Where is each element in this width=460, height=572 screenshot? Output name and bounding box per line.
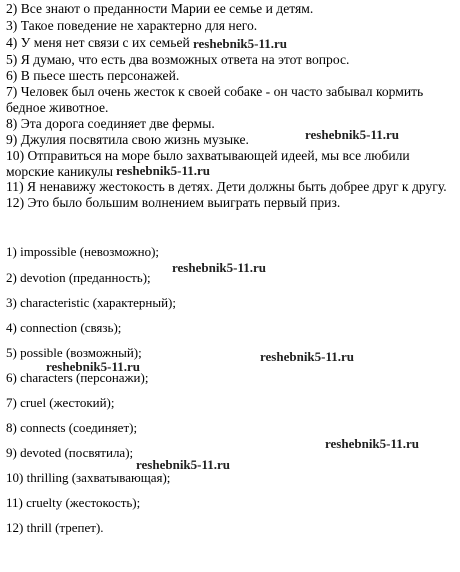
sentence-5: 5) Я думаю, что есть два возможных ответа на этот вопрос. [6, 52, 350, 67]
answer-5: 5) possible (возможный); [6, 345, 142, 360]
answer-6: 6) characters (персонажи); [6, 370, 149, 385]
watermark: reshebnik5-11.ru [193, 36, 288, 51]
watermark: reshebnik5-11.ru [305, 127, 400, 142]
answer-12: 12) thrill (трепет). [6, 520, 104, 535]
answer-7: 7) cruel (жестокий); [6, 395, 115, 410]
watermark: reshebnik5-11.ru [172, 260, 267, 275]
sentence-9: 9) Джулия посвятила свою жизнь музыке. [6, 132, 249, 147]
watermark: reshebnik5-11.ru [46, 359, 141, 374]
answer-2: 2) devotion (преданность); [6, 270, 151, 285]
answer-10: 10) thrilling (захватывающая); [6, 470, 171, 485]
answer-4: 4) connection (связь); [6, 320, 122, 335]
sentence-10-cont: морские каникулы [6, 164, 114, 179]
watermark: reshebnik5-11.ru [325, 436, 420, 451]
watermark: reshebnik5-11.ru [116, 163, 211, 178]
sentence-12: 12) Это было большим волнением выиграть первый приз. [6, 195, 341, 210]
sentence-7-cont: бедное животное. [6, 100, 109, 115]
sentence-8: 8) Эта дорога соединяет две фермы. [6, 116, 215, 131]
answer-9: 9) devoted (посвятила); [6, 445, 134, 460]
answer-1: 1) impossible (невозможно); [6, 244, 160, 259]
sentence-10: 10) Отправиться на море было захватывающей идеей, мы все любили [6, 148, 410, 163]
watermark: reshebnik5-11.ru [136, 457, 231, 472]
sentence-7: 7) Человек был очень жесток к своей собаке - он часто забывал кормить [6, 84, 424, 99]
sentence-4: 4) У меня нет связи с их семьей [6, 35, 190, 50]
answer-8: 8) connects (соединяет); [6, 420, 138, 435]
watermark: reshebnik5-11.ru [260, 349, 355, 364]
sentence-6: 6) В пьесе шесть персонажей. [6, 68, 180, 83]
sentence-2: 2) Все знают о преданности Марии ее семье и детям. [6, 1, 314, 16]
answer-3: 3) characteristic (характерный); [6, 295, 176, 310]
sentence-3: 3) Такое поведение не характерно для него. [6, 18, 258, 33]
sentence-11: 11) Я ненавижу жестокость в детях. Дети должны быть добрее друг к другу. [6, 179, 447, 194]
answer-11: 11) cruelty (жестокость); [6, 495, 141, 510]
